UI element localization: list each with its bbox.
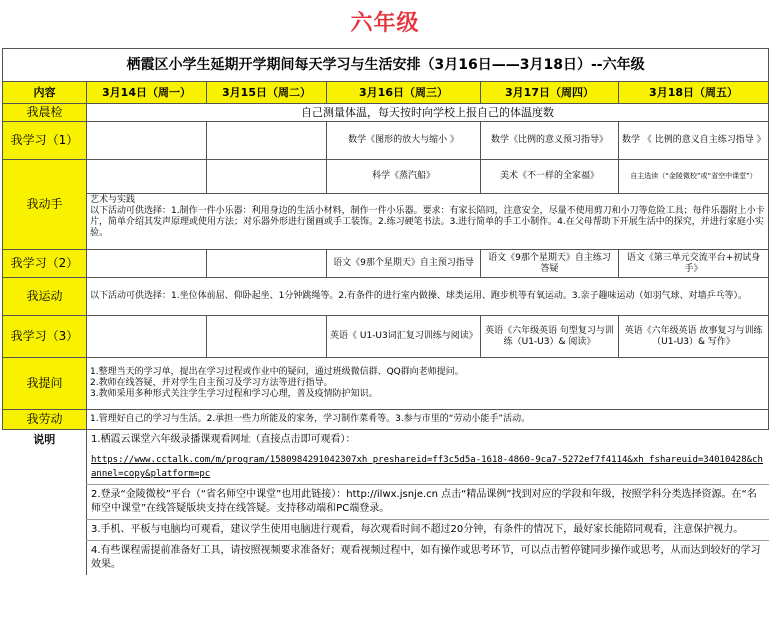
row-handson — [3, 160, 769, 194]
question-text: 1.整理当天的学习单，提出在学习过程或作业中的疑问，通过班级微信群、QQ群向老师提问。 2.教师在线答疑，并对学生自主预习及学习方法等进行指导。 3.教师采用多种形式关注学生学习过程和学习心理，普及疫情防护知识。 — [87, 358, 769, 410]
label-question: 我提问 — [3, 358, 87, 410]
header-day-2: 3月15日（周二） — [207, 82, 327, 104]
notes-row-1 — [3, 430, 769, 451]
label-study-3: 我学习（3） — [3, 316, 87, 358]
label-morning-check: 我晨检 — [3, 104, 87, 122]
row-morning-check — [3, 104, 769, 122]
header-day-4: 3月17日（周四） — [481, 82, 619, 104]
note-link[interactable] — [87, 450, 769, 485]
label-exercise: 我运动 — [3, 278, 87, 316]
study2-day5: 语文《第三单元交流平台+初试身手》 — [619, 250, 769, 278]
study2-day4: 语文《9那个星期天》自主练习答疑 — [481, 250, 619, 278]
header-content: 内容 — [3, 82, 87, 104]
notes-row-4 — [3, 520, 769, 541]
label-study-1: 我学习（1） — [3, 122, 87, 160]
row-handson-activity — [3, 194, 769, 250]
study2-day3: 语文《9那个星期天》自主预习指导 — [327, 250, 481, 278]
handson-activity-text: 以下活动可供选择：1.制作一件小乐器：利用身边的生活小材料，制作一件小乐器。要求：有家长陪同，注意安全，尽量不使用剪刀和小刀等危险工具；每件乐器附上小卡片，简单介绍其发声原理或使用方法；对乐器外形进行图画或手工装饰。2.练习硬笔书法。3.进行简单的手工小制作。4.在父母帮助下开展生活中的探究，并进行家庭小实验。 — [90, 206, 765, 238]
schedule-table — [2, 48, 769, 575]
page-title: 六年级 — [350, 11, 420, 36]
note-4: 4.有些课程需提前准备好工具，请按照视频要求准备好；观看视频过程中，如有操作或思考环节，可以点击暂停键同步操作或思考，从而达到较好的学习效果。 — [87, 541, 769, 576]
morning-check-text: 自己测量体温，每天按时向学校上报自己的体温度数 — [87, 104, 769, 122]
note-2: 2.登录“金陵微校”平台（“省名师空中课堂”也用此链接）：http://ilwx.jsnje.cn 点击“精品课例”找到对应的学段和年级，按照学科分类选择资源。在“名师空中课堂”在线答疑版块支持在线答疑。支持移动端和PC端登录。 — [87, 485, 769, 520]
study1-day4: 数学《比例的意义预习指导》 — [481, 122, 619, 160]
notes-row-5 — [3, 541, 769, 576]
handson-day4: 美术《不一样的全家福》 — [481, 160, 619, 194]
table-title-row — [3, 49, 769, 82]
note-3: 3.手机、平板与电脑均可观看，建议学生使用电脑进行观看，每次观看时间不超过20分钟，有条件的情况下，最好家长能陪同观看，注意保护视力。 — [87, 520, 769, 541]
row-exercise — [3, 278, 769, 316]
header-day-1: 3月14日（周一） — [87, 82, 207, 104]
header-row — [3, 82, 769, 104]
cctalk-link[interactable]: https://www.cctalk.com/m/program/1580984291042307xh_preshareid=ff3c5d5a-1618-4860-9ca7-5272ef7f4114&xh_fshareuid=34010428&channel=copy&platform=pc — [91, 455, 763, 479]
label-study-2: 我学习（2） — [3, 250, 87, 278]
handson-day5: 自主选读（“金陵微校”或“省空中课堂”） — [619, 160, 769, 194]
row-study-2 — [3, 250, 769, 278]
handson-activity — [87, 194, 769, 250]
row-study-3 — [3, 316, 769, 358]
note-1: 1.栖霞云课堂六年级录播课观看网址（直接点击即可观看）： — [87, 430, 769, 451]
label-labor: 我劳动 — [3, 410, 87, 430]
notes-row-3 — [3, 485, 769, 520]
row-question — [3, 358, 769, 410]
label-handson: 我动手 — [3, 160, 87, 250]
exercise-text: 以下活动可供选择：1.坐位体前屈、仰卧起坐、1分钟跳绳等。2.有条件的进行室内做操、球类运用、跑步机等有氧运动。3.亲子趣味运动（如羽气球、对墙乒乓等）。 — [87, 278, 769, 316]
table-title: 栖霞区小学生延期开学期间每天学习与生活安排（3月16日——3月18日）--六年级 — [3, 49, 769, 82]
row-labor — [3, 410, 769, 430]
study1-day5: 数学 《 比例的意义自主练习指导 》 — [619, 122, 769, 160]
study3-day3: 英语《 U1-U3词汇复习训练与阅读》 — [327, 316, 481, 358]
handson-activity-title: 艺术与实践 — [90, 195, 136, 205]
row-study-1 — [3, 122, 769, 160]
handson-day3: 科学《蒸汽船》 — [327, 160, 481, 194]
header-day-3: 3月16日（周三） — [327, 82, 481, 104]
notes-label: 说明 — [3, 430, 87, 576]
notes-row-2 — [3, 450, 769, 485]
study1-day3: 数学《图形的放大与缩小 》 — [327, 122, 481, 160]
study3-day4: 英语《六年级英语 句型复习与训练（U1-U3）& 阅读》 — [481, 316, 619, 358]
study3-day5: 英语《六年级英语 故事复习与训练（U1-U3）& 写作》 — [619, 316, 769, 358]
labor-text: 1.管理好自己的学习与生活。2.承担一些力所能及的家务，学习制作菜肴等。3.参与市里的“劳动小能手”活动。 — [87, 410, 769, 430]
header-day-5: 3月18日（周五） — [619, 82, 769, 104]
